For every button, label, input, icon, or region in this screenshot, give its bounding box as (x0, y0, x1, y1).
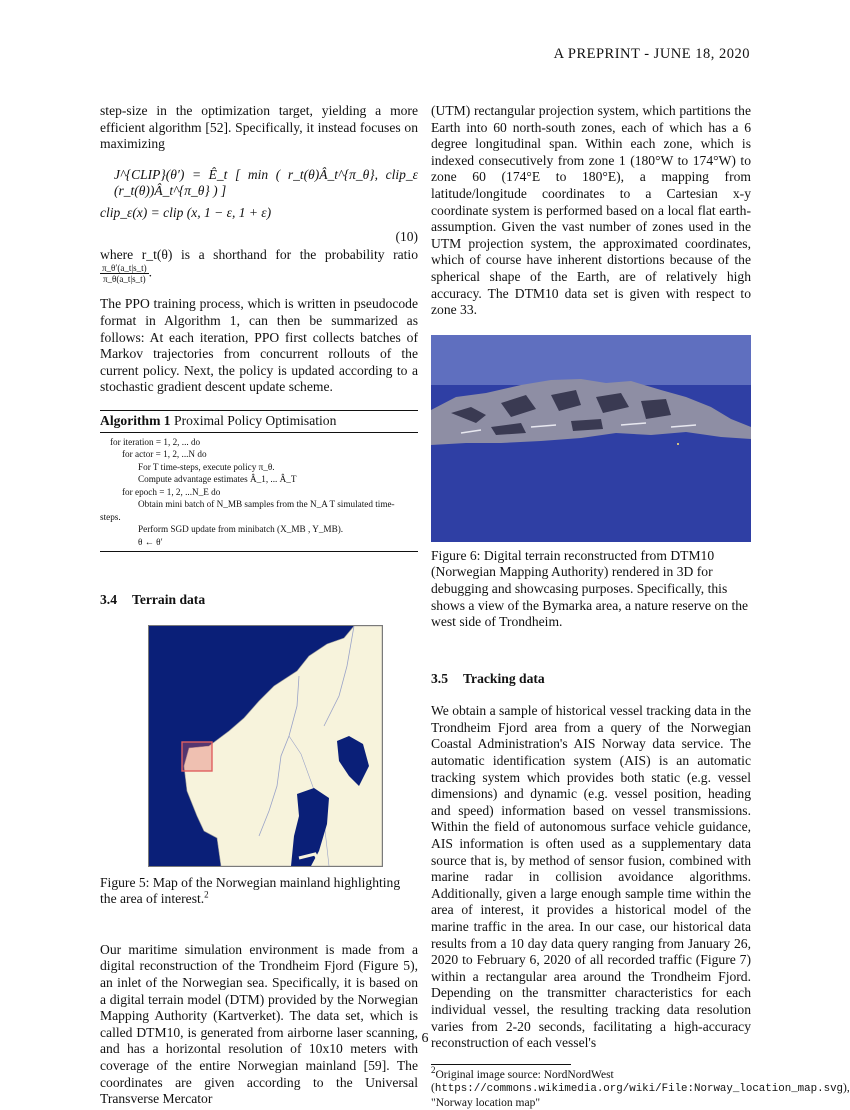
section-title: Terrain data (132, 592, 206, 608)
equation-line-1: J^{CLIP}(θ′) = Ê_t [ min ( r_t(θ)Â_t^{π_θ}, clip_ε (r_t(θ))Â_t^{π_θ} ) ] (114, 166, 418, 199)
figure-5-caption-text: Figure 5: Map of the Norwegian mainland highlighting the area of interest. (100, 874, 401, 907)
footnote-number: 2 (431, 1064, 436, 1075)
left-column (100, 103, 418, 1108)
algorithm-line: θ ← θ′ (138, 536, 163, 547)
algorithm-label: Algorithm 1 (100, 412, 171, 428)
algorithm-line: Compute advantage estimates Â_1, ... Â_T (138, 474, 297, 485)
norway-map-figure (148, 625, 383, 867)
footnote-text (431, 1064, 850, 1110)
footnote-rule (431, 1064, 571, 1065)
algorithm-line: Perform SGD update from minibatch (X_MB , Y_MB). (138, 524, 344, 535)
section-number: 3.4 (100, 592, 117, 608)
ratio-numerator: π_θ′(a_t|s_t) (102, 263, 147, 274)
equation-line-2: clip_ε(x) = clip (x, 1 − ε, 1 + ε) (100, 204, 272, 220)
section-3-4-heading (100, 592, 418, 609)
terrain-paragraph: Our maritime simulation environment is made from a digital reconstruction of the Trondheim Fjord (Figure 5), an inlet of the Norwegian sea. Specifically, it is based on a digital terrain model (DTM) provided by the Norwegian Mapping Authority (Kartverket). The data set, which is called DTM10, is generated from airborne laser scanning, and has a horizontal resolution of 10x10 meters with coverage of the entire Norwegian mainland [59]. The coordinates are given according to the Universal Transverse Mercator (100, 941, 418, 1107)
algorithm-title (100, 411, 418, 433)
algorithm-line: for epoch = 1, 2, ...N_E do (122, 486, 221, 497)
terrain-render (431, 335, 751, 542)
norway-map (149, 626, 382, 866)
footnote-source: Original image source: NordNordWest ( (431, 1068, 614, 1095)
algorithm-line: for actor = 1, 2, ...N do (122, 449, 207, 460)
algorithm-line: steps. (100, 511, 121, 522)
page-number: 6 (421, 1031, 429, 1046)
section-3-5-heading (431, 671, 751, 688)
algorithm-line: For T time-steps, execute policy π_θ. (138, 461, 275, 472)
running-head: A PREPRINT - JUNE 18, 2020 (553, 46, 750, 62)
section-title: Tracking data (463, 670, 545, 686)
ratio-denominator: π_θ(a_t|s_t) (102, 274, 146, 285)
right-column (431, 103, 850, 1110)
footnote-url[interactable]: https://commons.wikimedia.org/wiki/File:Norway_location_map.svg (434, 1083, 844, 1096)
footnote-title: ), "Norway location map" (431, 1082, 850, 1109)
ratio-fraction (100, 263, 149, 284)
section-number: 3.5 (431, 670, 448, 686)
where-text: where r_t(θ) is a shorthand for the probability ratio (100, 246, 418, 262)
terrain-render-figure (431, 335, 751, 542)
figure-6-caption: Figure 6: Digital terrain reconstructed from DTM10 (Norwegian Mapping Authority) rendered in 3D for debugging and showcasing purposes. Specifically, this shows a view of the Bymarka area, a nature reserve on the west side of Trondheim. (431, 547, 749, 630)
footnote (431, 1064, 850, 1110)
equation-number: (10) (395, 228, 418, 244)
intro-paragraph: step-size in the optimization target, yielding a more efficient algorithm [52]. Specifically, it instead focuses on maximizing (100, 103, 418, 152)
algorithm-box (100, 410, 418, 552)
algorithm-body (100, 433, 418, 552)
algorithm-line: for iteration = 1, 2, ... do (110, 436, 201, 447)
utm-paragraph: (UTM) rectangular projection system, which partitions the Earth into 60 north-south zones, each of which has a 6 degree longitudinal span. Within each zone, which is indexed consecutively from zone 1 (180°W to 174°W) to zone 60 (174°E to 180°E), a mapping from latitude/longitude coordinates to a Cartesian x-y coordinate system is performed based on a local flat earth-assumption. Given the vast number of zones used in the UTM projection system, the approximated coordinates, which of course have inherent distortions because of the spherical shape of the Earth, are of relatively high accuracy. The DTM10 data set is given with respect to zone 33. (431, 103, 751, 318)
figure-5-caption (100, 875, 418, 908)
ratio-definition: where r_t(θ) is a shorthand for the probability ratio $\frac{\pi\_\theta'(a\_t|s\_t)}{\pi\_\theta(a\_t|s\_t)}$ . (100, 246, 418, 285)
ppo-paragraph: The PPO training process, which is written in pseudocode format in Algorithm 1, can then be summarized as follows: At each iteration, PPO first collects batches of Markov trajectories from concurrent rollouts of the current policy. Next, the policy is updated according to a stochastic gradient descent update scheme. (100, 296, 418, 395)
equation-10 (100, 159, 418, 244)
tracking-paragraph: We obtain a sample of historical vessel tracking data in the Trondheim Fjord area from a query of the Norwegian Coastal Administration's AIS Norway data service. The automatic identification system (AIS) is an automatic tracking system which provides both static (e.g. vessel dimensions) and dynamic (e.g. vessel position, heading and speed) information based on vessel transmissions. Within the field of autonomous surface vehicle guidance, AIS information is often used as a supplementary data source that is, by method of sensor fusion, combined with marine radar in collision avoidance algorithms. Additionally, given a large enough sample time within the area of interest, it provides a historical model of the marine traffic in the area. In our case, our historical data results from a 10 day data query ranging from January 26, 2020 to February 6, 2020 of all recorded traffic (Figure 7) within a rectangular area around the Trondheim Fjord. Depending on the transmitter characteristics for each individual vessel, the resulting tracking data resolution varies from 2-20 seconds, facilitating a high-accuracy reconstruction of each vessel's (431, 703, 751, 1051)
algorithm-name: Proximal Policy Optimisation (174, 412, 337, 428)
algorithm-line: Obtain mini batch of N_MB samples from the N_A T simulated time- (138, 499, 395, 510)
footnote-marker: 2 (204, 889, 209, 900)
